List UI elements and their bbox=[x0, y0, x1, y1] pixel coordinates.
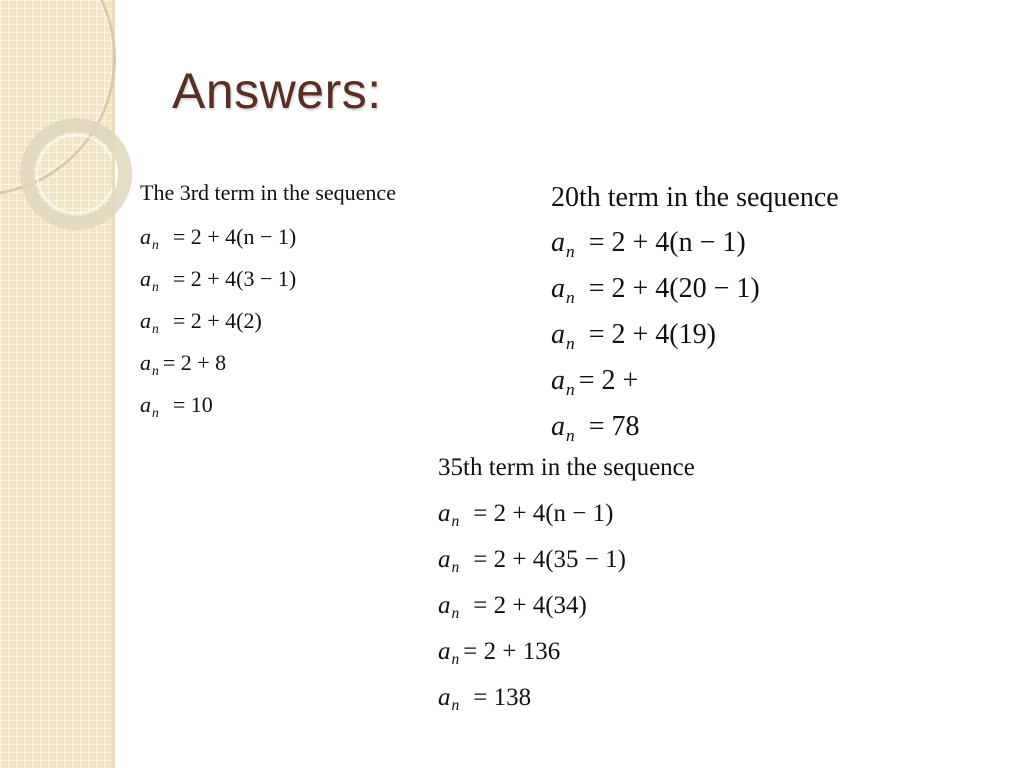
equation-line: a n = 2 + 4(34) bbox=[438, 592, 587, 623]
equation-line: a n = 2 + 4(19) bbox=[551, 319, 716, 354]
block-heading: 20th term in the sequence bbox=[551, 182, 839, 213]
equation-line: a n = 138 bbox=[438, 684, 532, 715]
decorative-sidebar bbox=[0, 0, 112, 768]
decorative-ring-inner bbox=[36, 134, 112, 214]
decorative-ring-small-overflow bbox=[112, 118, 142, 230]
equation-line: a n = 78 bbox=[551, 411, 640, 446]
equation-line: a n = 2 + 4(n − 1) bbox=[140, 224, 297, 252]
equation-line: a n = 2 + bbox=[551, 365, 639, 400]
equation-line: a n = 2 + 4(3 − 1) bbox=[140, 266, 297, 294]
equation-line: a n = 2 + 4(n − 1) bbox=[551, 227, 746, 262]
equation-line: a n = 2 + 4(20 − 1) bbox=[551, 273, 760, 308]
equation-line: a n = 10 bbox=[140, 392, 213, 420]
equation-line: a n = 2 + 136 bbox=[438, 638, 561, 669]
equation-line: a n = 2 + 4(2) bbox=[140, 308, 262, 336]
slide-title: Answers: bbox=[172, 63, 382, 119]
block-heading: 35th term in the sequence bbox=[438, 454, 695, 481]
equation-line: a n = 2 + 4(35 − 1) bbox=[438, 546, 626, 577]
block-heading: The 3rd term in the sequence bbox=[140, 180, 396, 205]
equation-line: a n = 2 + 4(n − 1) bbox=[438, 500, 614, 531]
equation-line: a n = 2 + 8 bbox=[140, 350, 227, 378]
